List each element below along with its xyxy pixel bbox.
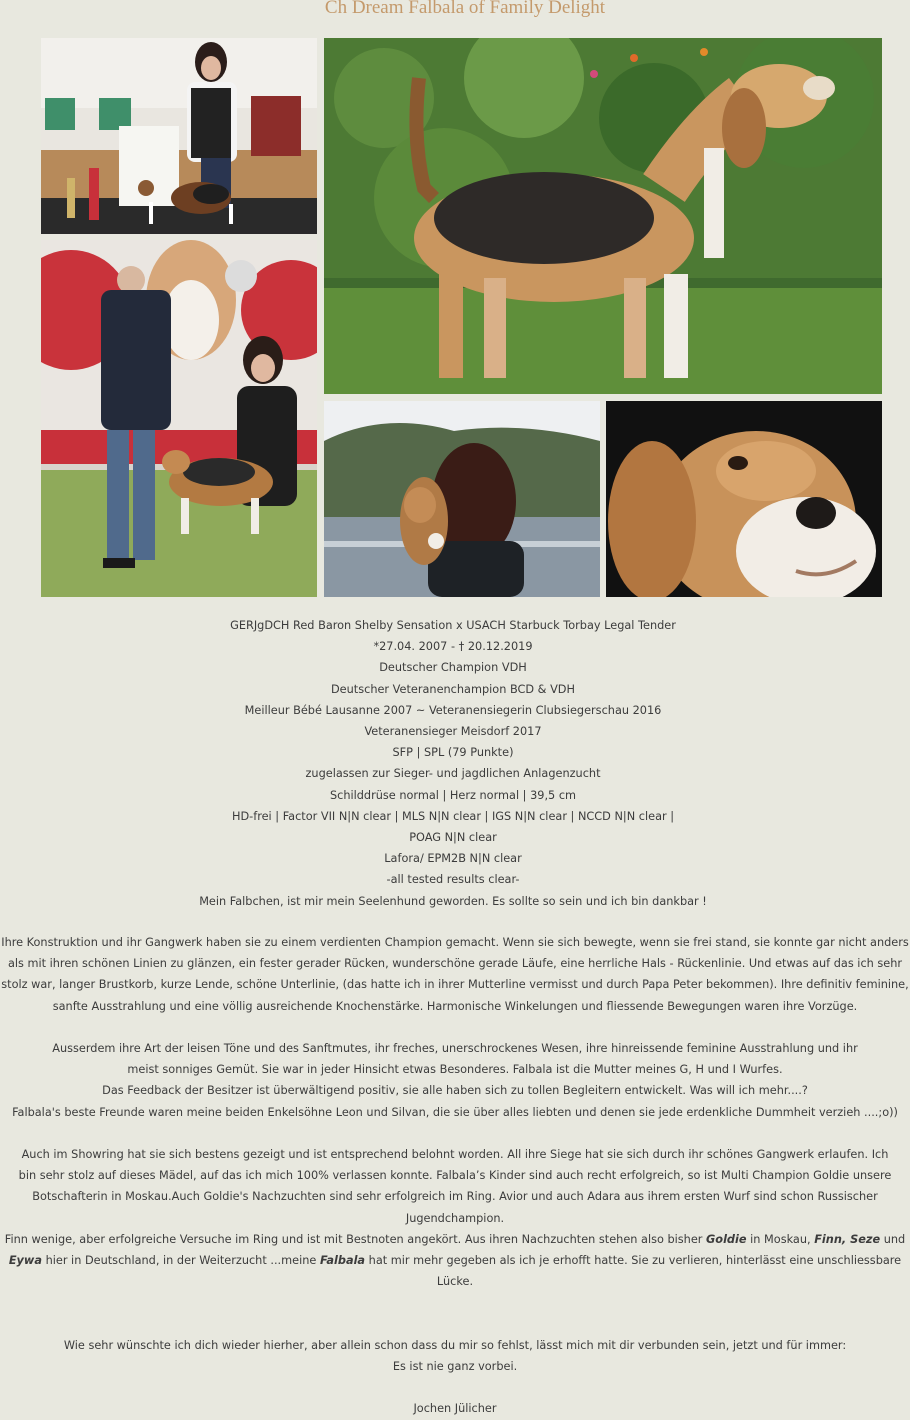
page-title: Ch Dream Falbala of Family Delight [324,0,606,18]
photo-show-ring [41,38,317,234]
story-paragraph: Falbala's beste Freunde waren meine beiden Enkelsöhne Leon und Silvan, die sie über alles liebten und denen sie jede erdenkliche Dummheit verzieh ....;o)) [12,1105,898,1119]
name-finn-seze: Finn, Seze [814,1232,881,1246]
photo-lake-cuddle [324,401,600,597]
story-paragraph: Das Feedback der Besitzer ist überwältigend positiv, sie alle haben sich zu tollen Begleitern entwickelt. Was will ich mehr....? [102,1084,808,1098]
closing-line: Wie sehr wünschte ich dich wieder hierher, aber allein schon dass du mir so fehlst, lässt mich mit dir verbunden sein, jetzt und für immer: [63,1338,847,1352]
health-line: -all tested results clear- [386,873,520,887]
sfp-line: SFP | SPL (79 Punkte) [392,746,514,760]
title-line: Meilleur Bébé Lausanne 2007 ~ Veteranensiegerin Clubsiegerschau 2016 [244,703,662,717]
health-line: Lafora/ EPM2B N|N clear [384,852,522,866]
pedigree: GERJgDCH Red Baron Shelby Sensation x USACH Starbuck Torbay Legal Tender [230,619,676,632]
title-line: Deutscher Champion VDH [379,661,527,675]
soul-line: Mein Falbchen, ist mir mein Seelenhund geworden. Es sollte so sein und ich bin dankbar ! [199,894,707,908]
story-text-span: hier in Deutschland, in der Weiterzucht ...meine [41,1254,320,1268]
title-line: Veteranensieger Meisdorf 2017 [364,725,542,739]
life-dates: *27.04. 2007 - † 20.12.2019 [373,640,533,654]
title-line: Deutscher Veteranenchampion BCD & VDH [330,682,576,696]
story-text-span: und [880,1232,906,1246]
name-eywa: Eywa [8,1254,42,1268]
dog-details [0,615,906,912]
story-text-span: in Moskau, [746,1232,815,1246]
name-falbala: Falbala [319,1254,366,1268]
closing-line: Es ist nie ganz vorbei. [392,1360,518,1374]
breeding-line: zugelassen zur Sieger- und jagdlichen Anlagenzucht [305,767,601,781]
story-paragraph: Ihre Konstruktion und ihr Gangwerk haben sie zu einem verdienten Champion gemacht. Wenn sie sich bewegte, wenn sie frei stand, sie konnte gar nicht anders als mit ihren schönen Linien zu glänzen, ein fester gerader Rücken, wunderschöne gerade Läufe, eine herrliche Hals - Rückenlinie. Und etwas auf das ich sehr stolz war, langer Brustkorb, kurze Lende, schöne Unterlinie, (das hatte ich in ihrer Mutterline vermisst und durch Papa Peter bekommen). Ihre definitiv feminine, sanfte Ausstrahlung und eine völlig ausreichende Knochenstärke. Harmonische Winkelungen und fliessende Bewegungen waren ihre Vorzüge. [1,936,909,1013]
author-signature: Jochen Jülicher [413,1402,497,1416]
story-paragraph: Auch im Showring hat sie sich bestens gezeigt und ist entsprechend belohnt worden. All ihre Siege hat sie sich durch ihr schönes Gangwerk erlaufen. Ich bin sehr stolz auf dieses Mädel, auf das ich mich 100% verlassen konnte. Falbala’s Kinder sind auch recht erfolgreich, so ist Multi Champion Goldie unsere Botschafterin in Moskau.Auch Goldie's Nachzuchten sind sehr erfolgreich im Ring. Avior und auch Adara aus ihrem ersten Wurf sind schon Russischer Jugendchampion. [18,1148,892,1225]
photo-judge-handler [41,240,317,597]
story-paragraph: Ausserdem ihre Art der leisen Töne und des Sanftmutes, ihr freches, unerschrockenes Wesen, ihre hinreissende feminine Ausstrahlung und ihr meist sonniges Gemüt. Sie war in jeder Hinsicht etwas Besonderes. Falbala ist die Mutter meines G, H und I Wurfes. [52,1042,858,1077]
health-line: POAG N|N clear [409,831,497,845]
name-goldie: Goldie [706,1232,747,1246]
health-line: Schilddrüse normal | Herz normal | 39,5 cm [329,788,577,802]
story-text-span: hat mir mehr gegeben als ich je erhofft hatte. Sie zu verlieren, hinterlässt eine unschliessbare Lücke. [365,1254,902,1289]
story-paragraph [0,1229,910,1293]
story-text-span: Finn wenige, aber erfolgreiche Versuche im Ring und ist mit Bestnoten angekört. Aus ihren Nachzuchten stehen also bisher [4,1232,707,1246]
story-text [0,932,910,1420]
photo-beagle-stance [324,38,882,394]
health-line: HD-frei | Factor VII N|N clear | MLS N|N clear | IGS N|N clear | NCCD N|N clear | [231,809,675,823]
photo-beagle-portrait [606,401,882,597]
